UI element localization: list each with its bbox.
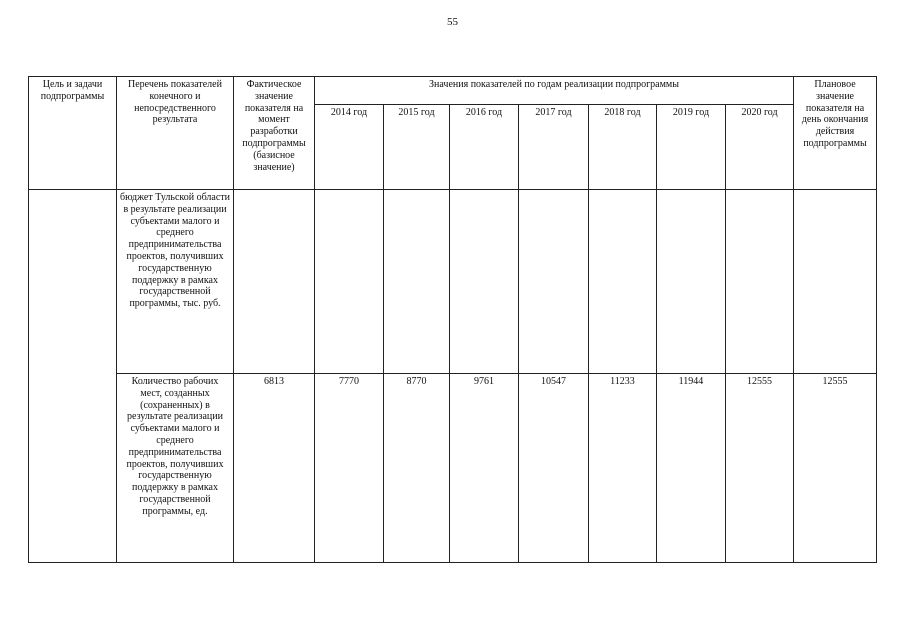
year-value-cell (315, 190, 384, 374)
header-year-2019: 2019 год (657, 105, 726, 190)
year-value-cell (657, 190, 726, 374)
year-value-cell (384, 190, 450, 374)
year-value-cell: 12555 (726, 374, 794, 563)
header-year-2020: 2020 год (726, 105, 794, 190)
year-value-cell: 7770 (315, 374, 384, 563)
page-number: 55 (447, 16, 458, 28)
indicators-table (28, 76, 877, 563)
indicator-cell: Количество рабочих мест, созданных (сохраненных) в результате реализации субъектами малого и среднего предпринимательства проектов, получивших государственную поддержку в рамках государственной программы, ед. (117, 374, 234, 563)
header-year-2014: 2014 год (315, 105, 384, 190)
header-year-2016: 2016 год (450, 105, 519, 190)
header-goal: Цель и задачи подпрограммы (29, 77, 117, 190)
year-value-cell (450, 190, 519, 374)
indicator-cell: бюджет Тульской области в результате реализации субъектами малого и среднего предпринимательства проектов, получивших государственную поддержку в рамках государственной программы, тыс. руб. (117, 190, 234, 374)
header-year-2018: 2018 год (589, 105, 657, 190)
actual-value-cell: 6813 (234, 374, 315, 563)
year-value-cell (726, 190, 794, 374)
header-planned-value: Плановое значение показателя на день окончания действия подпрограммы (794, 77, 877, 190)
year-value-cell: 10547 (519, 374, 589, 563)
planned-value-cell (794, 190, 877, 374)
header-actual-value: Фактическое значение показателя на момент разработки подпрограммы (базисное значение) (234, 77, 315, 190)
year-value-cell: 8770 (384, 374, 450, 563)
year-value-cell: 9761 (450, 374, 519, 563)
table-row (29, 190, 877, 374)
planned-value-cell: 12555 (794, 374, 877, 563)
year-value-cell: 11944 (657, 374, 726, 563)
header-years-group: Значения показателей по годам реализации подпрограммы (315, 77, 794, 105)
goal-cell (29, 190, 117, 563)
year-value-cell (589, 190, 657, 374)
header-year-2017: 2017 год (519, 105, 589, 190)
header-year-2015: 2015 год (384, 105, 450, 190)
actual-value-cell (234, 190, 315, 374)
year-value-cell (519, 190, 589, 374)
header-indicators: Перечень показателей конечного и непосредственного результата (117, 77, 234, 190)
table-row (29, 374, 877, 563)
year-value-cell: 11233 (589, 374, 657, 563)
